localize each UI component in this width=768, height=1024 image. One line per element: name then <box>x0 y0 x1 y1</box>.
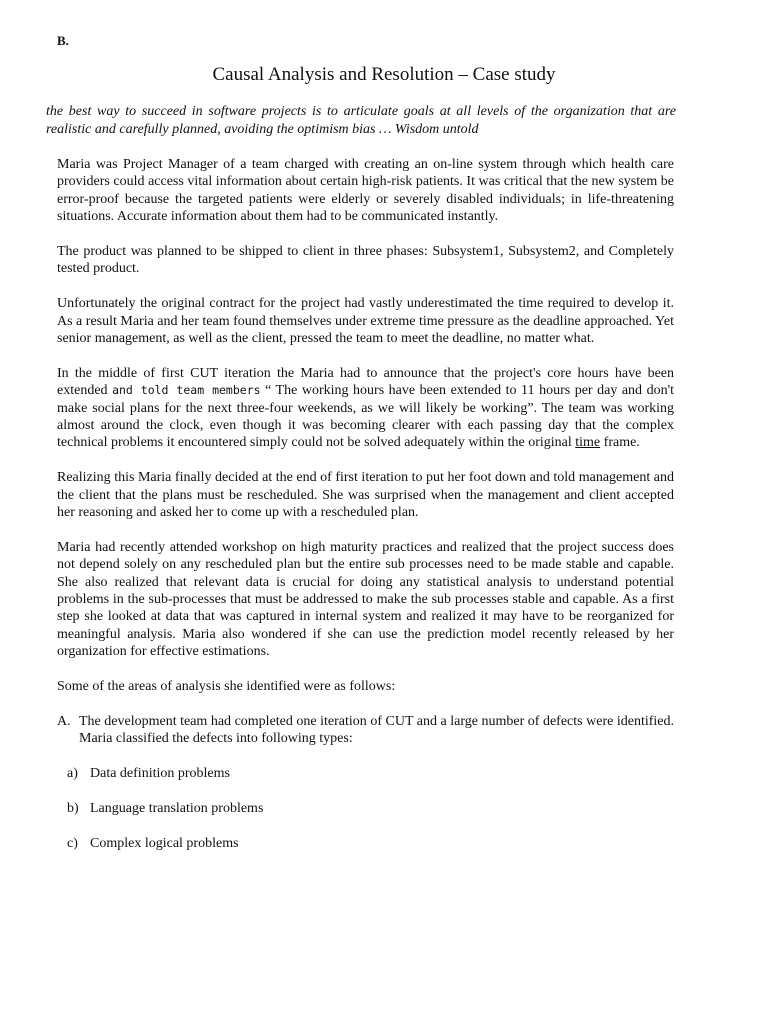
page-mark: B. <box>57 33 69 48</box>
defect-type-text: Language translation problems <box>90 800 264 816</box>
epigraph-quote: the best way to succeed in software projects is to articulate goals at all levels of the organization that are realistic and carefully planned, avoiding the optimism bias … Wisdom untold <box>46 104 676 137</box>
list-item-a-label: A. <box>57 713 71 729</box>
defect-type-label: b) <box>67 800 79 816</box>
defect-type-text: Data definition problems <box>90 766 230 782</box>
paragraph-4-underlined-word: time <box>575 435 601 451</box>
paragraph-4-mono-text: and told team members <box>112 383 261 398</box>
paragraph-2: The product was planned to be shipped to client in three phases: Subsystem1, Subsystem2, and Completely tested product. <box>57 244 674 277</box>
paragraph-3: Unfortunately the original contract for the project had vastly underestimated the time required to develop it. As a result Maria and her team found themselves under extreme time pressure as the deadline approached. Yet senior management, as well as the client, pressed the team to meet the deadline, no matter what. <box>57 296 674 347</box>
defect-type-label: a) <box>67 766 78 782</box>
list-item-a-text: The development team had completed one iteration of CUT and a large number of defects were identified. Maria classified the defects into following types: <box>79 713 674 747</box>
paragraph-4-part-a: In the middle of first CUT iteration the Maria had to announce that the project's core hours have been extended <box>57 365 674 399</box>
defect-type-text: Complex logical problems <box>90 835 239 851</box>
paragraph-4-part-c: frame. <box>600 435 640 451</box>
paragraph-7: Some of the areas of analysis she identified were as follows: <box>57 679 396 695</box>
paragraph-4 <box>57 365 674 452</box>
paragraph-5: Realizing this Maria finally decided at the end of first iteration to put her foot down and told management and the client that the plans must be rescheduled. She was surprised when the management and client accepted her reasoning and asked her to come up with a rescheduled plan. <box>57 470 674 521</box>
defect-type-item <box>67 835 674 852</box>
case-study-body <box>57 156 674 869</box>
paragraph-6: Maria had recently attended workshop on high maturity practices and realized that the project success does not depend solely on any rescheduled plan but the entire sub processes need to be made stable and capable. She also realized that relevant data is crucial for doing any statistical analysis to understand potential problems in the sub-processes that must be addressed to make the sub processes stable and capable. As a first step she looked at data that was captured in internal system and realized it may have to be reorganized for meaningful analysis. Maria also wondered if she can use the prediction model recently released by her organization for effective estimations. <box>57 539 674 660</box>
defect-type-label: c) <box>67 835 78 851</box>
paragraph-4-part-b: “ The working hours have been extended to 11 hours per day and don't make social plans for the next three-four weekends, as we will likely be working”. The team was working almost around the clock, even though it was becoming clearer with each passing day that the complex technical problems it encountered simply could not be solved adequately within the original <box>57 383 674 451</box>
defect-type-item <box>67 765 674 782</box>
defect-type-item <box>67 800 674 817</box>
paragraph-1: Maria was Project Manager of a team charged with creating an on-line system through which health care providers could access vital information about certain high-risk patients. It was critical that the new system be error-proof because the targeted patients were elderly or severely disabled individuals; in life-threatening situations. Accurate information about them had to be communicated instantly. <box>57 157 674 225</box>
page-title: Causal Analysis and Resolution – Case study <box>212 64 556 85</box>
list-item-a <box>57 713 674 748</box>
